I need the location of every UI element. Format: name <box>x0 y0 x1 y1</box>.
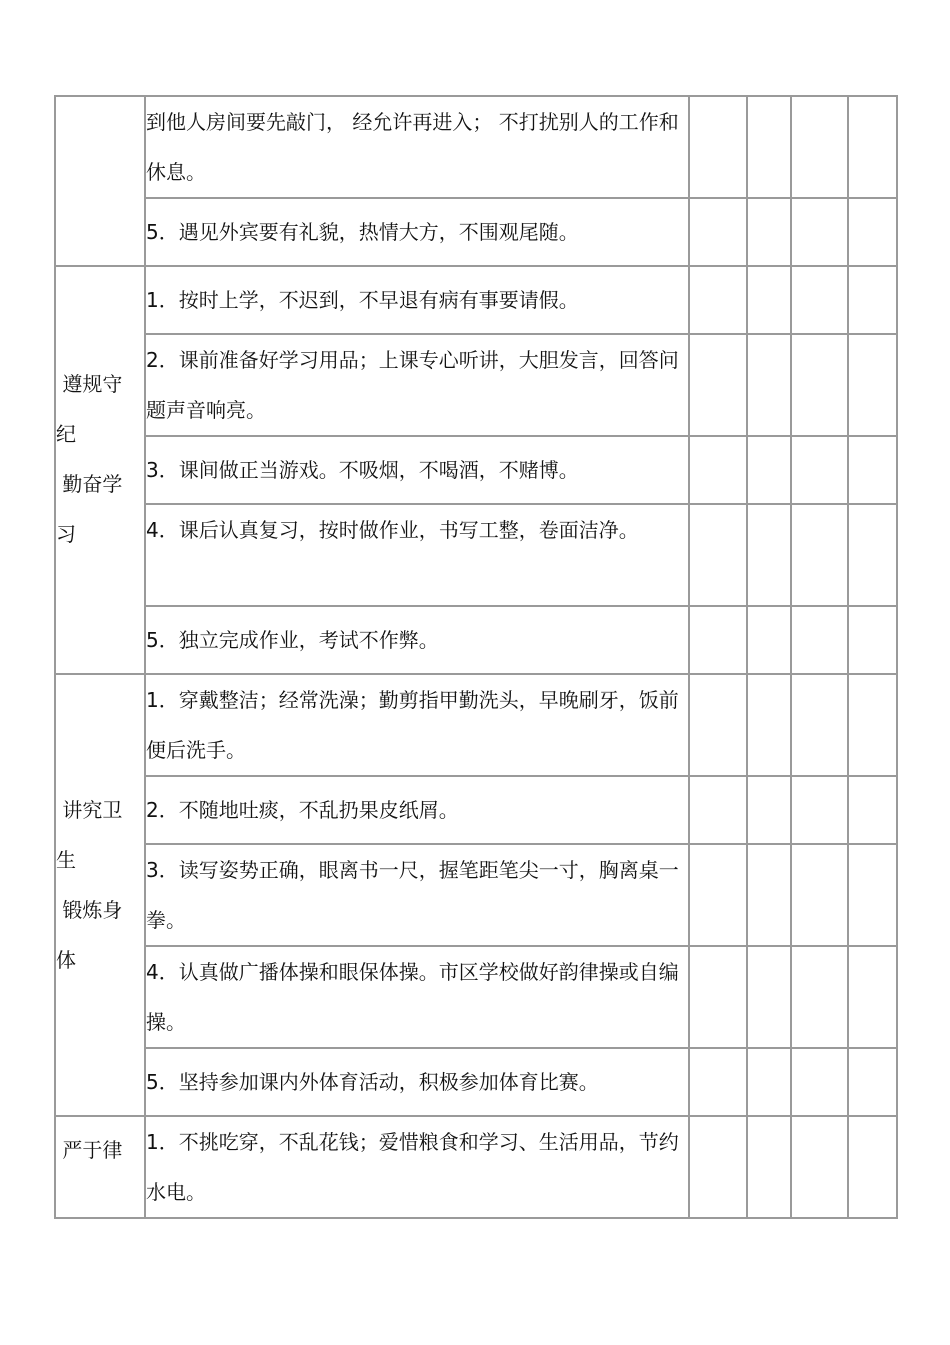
check-cell[interactable] <box>848 436 897 504</box>
check-cell[interactable] <box>848 266 897 334</box>
check-cell[interactable] <box>747 96 791 198</box>
rule-item <box>145 1116 689 1218</box>
rule-text: 4．认真做广播体操和眼保体操。市区学校做好韵律操或自编操。 <box>146 960 679 1034</box>
category-cell-self-discipline <box>55 1116 145 1218</box>
check-cell[interactable] <box>747 334 791 436</box>
check-cell[interactable] <box>689 776 747 844</box>
rule-text: 2．不随地吐痰，不乱扔果皮纸屑。 <box>146 798 459 822</box>
check-cell[interactable] <box>747 606 791 674</box>
rule-item <box>145 504 689 606</box>
check-cell[interactable] <box>848 1116 897 1218</box>
table-row <box>55 198 897 266</box>
rule-item <box>145 844 689 946</box>
rule-item <box>145 674 689 776</box>
check-cell[interactable] <box>747 1116 791 1218</box>
table-row <box>55 1048 897 1116</box>
table-row <box>55 436 897 504</box>
rule-text: 1．不挑吃穿，不乱花钱；爱惜粮食和学习、生活用品，节约水电。 <box>146 1130 679 1204</box>
check-cell[interactable] <box>747 266 791 334</box>
rule-text: 3．读写姿势正确，眼离书一尺，握笔距笔尖一寸，胸离桌一拳。 <box>146 858 679 932</box>
category-label: 勤奋学 <box>56 472 123 496</box>
rule-text: 1．按时上学，不迟到，不早退有病有事要请假。 <box>146 288 579 312</box>
rule-item <box>145 266 689 334</box>
table-row <box>55 844 897 946</box>
check-cell[interactable] <box>689 266 747 334</box>
check-cell[interactable] <box>689 436 747 504</box>
table-row <box>55 946 897 1048</box>
category-label: 体 <box>56 948 76 972</box>
check-cell[interactable] <box>791 504 848 606</box>
check-cell[interactable] <box>848 776 897 844</box>
check-cell[interactable] <box>848 504 897 606</box>
check-cell[interactable] <box>747 504 791 606</box>
check-cell[interactable] <box>747 436 791 504</box>
table-row <box>55 674 897 776</box>
check-cell[interactable] <box>848 334 897 436</box>
check-cell[interactable] <box>848 1048 897 1116</box>
check-cell[interactable] <box>791 606 848 674</box>
category-label: 习 <box>56 522 76 546</box>
check-cell[interactable] <box>848 198 897 266</box>
check-cell[interactable] <box>689 334 747 436</box>
check-cell[interactable] <box>689 674 747 776</box>
check-cell[interactable] <box>791 776 848 844</box>
check-cell[interactable] <box>689 606 747 674</box>
check-cell[interactable] <box>848 674 897 776</box>
check-cell[interactable] <box>689 1048 747 1116</box>
table-row <box>55 504 897 606</box>
category-label: 纪 <box>56 422 76 446</box>
check-cell[interactable] <box>689 844 747 946</box>
check-cell[interactable] <box>791 96 848 198</box>
rule-text: 5．遇见外宾要有礼貌，热情大方，不围观尾随。 <box>146 220 579 244</box>
category-label: 讲究卫 <box>56 798 123 822</box>
check-cell[interactable] <box>689 1116 747 1218</box>
rule-text: 4．课后认真复习，按时做作业，书写工整，卷面洁净。 <box>146 518 639 542</box>
check-cell[interactable] <box>791 844 848 946</box>
category-label: 遵规守 <box>56 372 123 396</box>
rule-text: 3．课间做正当游戏。不吸烟，不喝酒，不赌博。 <box>146 458 579 482</box>
conduct-checklist-table <box>54 95 898 1219</box>
check-cell[interactable] <box>791 1048 848 1116</box>
check-cell[interactable] <box>689 946 747 1048</box>
check-cell[interactable] <box>689 504 747 606</box>
table-row <box>55 776 897 844</box>
table-row <box>55 1116 897 1218</box>
check-cell[interactable] <box>747 776 791 844</box>
table-row <box>55 606 897 674</box>
rule-item <box>145 606 689 674</box>
table-row <box>55 96 897 198</box>
check-cell[interactable] <box>791 674 848 776</box>
rule-item <box>145 436 689 504</box>
table-row <box>55 266 897 334</box>
rule-item <box>145 96 689 198</box>
category-cell-discipline-study <box>55 266 145 674</box>
category-cell-hygiene-exercise <box>55 674 145 1116</box>
rule-item <box>145 776 689 844</box>
check-cell[interactable] <box>848 946 897 1048</box>
check-cell[interactable] <box>689 96 747 198</box>
check-cell[interactable] <box>791 198 848 266</box>
rule-item <box>145 1048 689 1116</box>
table-row <box>55 334 897 436</box>
category-label: 生 <box>56 848 76 872</box>
check-cell[interactable] <box>791 1116 848 1218</box>
rule-item <box>145 946 689 1048</box>
check-cell[interactable] <box>848 96 897 198</box>
check-cell[interactable] <box>747 674 791 776</box>
rule-text: 2．课前准备好学习用品；上课专心听讲，大胆发言，回答问题声音响亮。 <box>146 348 679 422</box>
rule-text: 到他人房间要先敲门， 经允许再进入； 不打扰别人的工作和休息。 <box>146 110 679 184</box>
check-cell[interactable] <box>791 266 848 334</box>
rule-text: 5．独立完成作业，考试不作弊。 <box>146 628 439 652</box>
check-cell[interactable] <box>791 946 848 1048</box>
check-cell[interactable] <box>747 844 791 946</box>
check-cell[interactable] <box>791 334 848 436</box>
check-cell[interactable] <box>747 198 791 266</box>
check-cell[interactable] <box>848 606 897 674</box>
category-label: 严于律 <box>56 1138 123 1162</box>
category-cell-continued <box>55 96 145 266</box>
check-cell[interactable] <box>848 844 897 946</box>
rule-item <box>145 198 689 266</box>
rule-text: 5．坚持参加课内外体育活动，积极参加体育比赛。 <box>146 1070 599 1094</box>
check-cell[interactable] <box>791 436 848 504</box>
check-cell[interactable] <box>747 1048 791 1116</box>
check-cell[interactable] <box>747 946 791 1048</box>
rule-text: 1．穿戴整洁；经常洗澡；勤剪指甲勤洗头，早晚刷牙，饭前便后洗手。 <box>146 688 679 762</box>
category-label: 锻炼身 <box>56 898 123 922</box>
check-cell[interactable] <box>689 198 747 266</box>
rule-item <box>145 334 689 436</box>
